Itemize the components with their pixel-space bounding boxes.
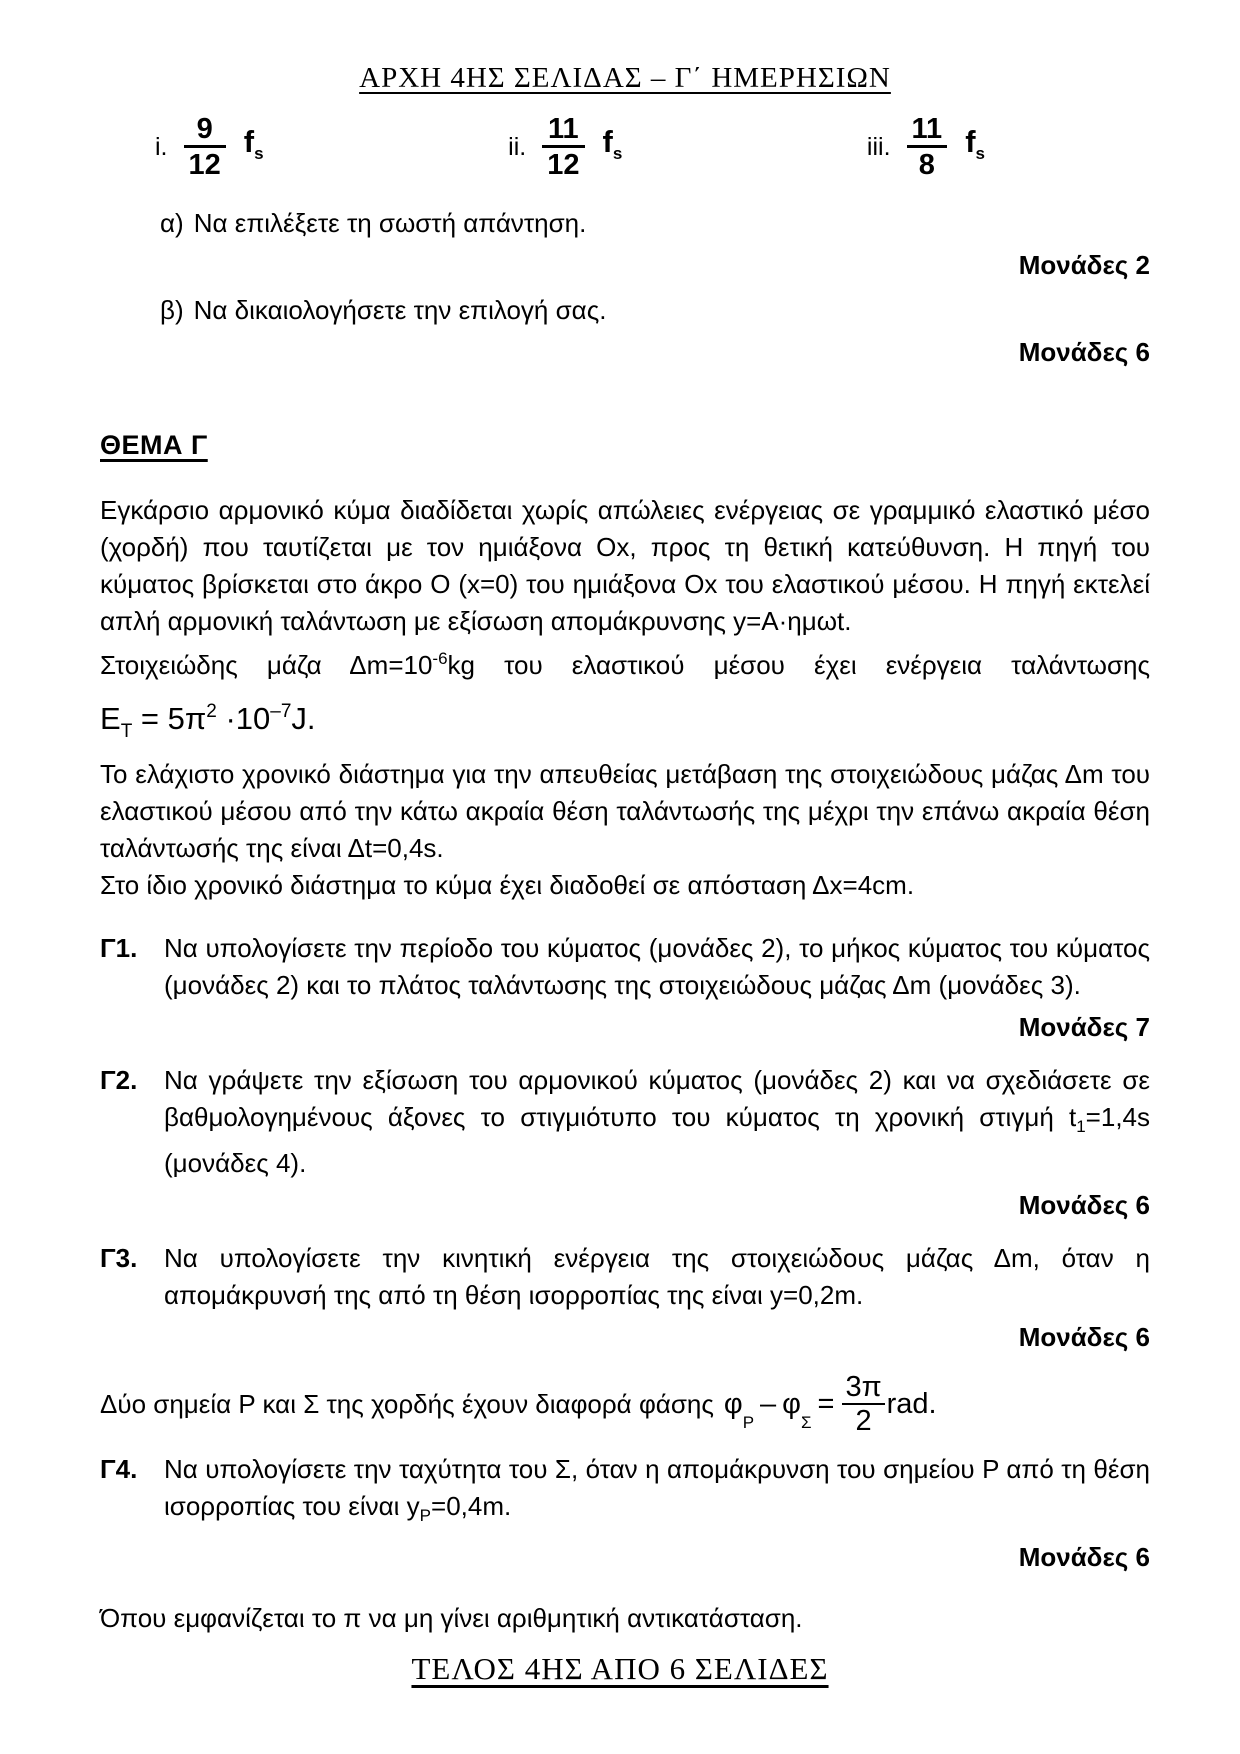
option-i xyxy=(155,113,264,181)
question-item-g3 xyxy=(100,1240,1150,1314)
option-label: iii. xyxy=(866,132,891,161)
fraction-numerator: 9 xyxy=(196,113,213,145)
theme-heading: ΘΕΜΑ Γ xyxy=(100,430,208,460)
question-text-part-2: =0,4m. xyxy=(431,1491,512,1521)
page-header: ΑΡΧΗ 4ΗΣ ΣΕΛΙΔΑΣ – Γ΄ ΗΜΕΡΗΣΙΩΝ xyxy=(359,62,891,94)
question-label: Γ4. xyxy=(100,1454,138,1484)
question-text xyxy=(164,1451,1150,1534)
fraction xyxy=(907,113,948,181)
phi-2: φ xyxy=(782,1388,801,1420)
points-g1: Μονάδες 7 xyxy=(1018,1012,1150,1042)
phase-unit: rad. xyxy=(886,1388,937,1420)
option-label: i. xyxy=(155,132,168,161)
frequency-symbol-subscript: s xyxy=(612,143,623,163)
option-label: ii. xyxy=(508,132,527,161)
minus-sign: – xyxy=(760,1388,777,1420)
points-g4: Μονάδες 6 xyxy=(1018,1542,1150,1572)
frequency-symbol: $f_s$ xyxy=(965,123,985,163)
fraction xyxy=(184,113,226,181)
question-text-part-1: Να γράψετε την εξίσωση του αρμονικού κύματος (μονάδες 2) και να σχεδιάσετε σε βαθμολογημένους άξονες το στιγμιότυπο του κύματος τη χρονική στιγμή t xyxy=(164,1065,1150,1132)
fraction-denominator: 8 xyxy=(907,145,948,181)
question-text: Να υπολογίσετε την περίοδο του κύματος (μονάδες 2), το μήκος κύματος του κύματος (μονάδες 2) και το πλάτος ταλάντωσης της στοιχειώδους μάζας Δm (μονάδες 3). xyxy=(164,933,1150,1000)
subquestion-b-text: Να δικαιολογήσετε την επιλογή σας. xyxy=(193,295,607,325)
distance-line: Στο ίδιο χρονικό διάστημα το κύμα έχει διαδοθεί σε απόσταση Δx=4cm. xyxy=(100,870,915,900)
answer-options-row xyxy=(100,97,1150,181)
frequency-symbol: $f_s$ xyxy=(243,123,264,163)
question-label: Γ3. xyxy=(100,1243,138,1273)
mass-line-text-1: Στοιχειώδης μάζα Δm=10 xyxy=(100,650,433,680)
phi-2-subscript: Σ xyxy=(800,1413,812,1432)
phase-difference-line xyxy=(100,1372,1150,1437)
fraction-denominator: 12 xyxy=(184,145,226,181)
pi-note: Όπου εμφανίζεται το π να μη γίνει αριθμητική αντικατάσταση. xyxy=(100,1603,803,1633)
question-text-part-1: Να υπολογίσετε την ταχύτητα του Σ, όταν η απομάκρυνση του σημείου Ρ από τη θέση ισορροπίας του είναι y xyxy=(164,1454,1150,1521)
fraction-denominator: 12 xyxy=(542,145,584,181)
time-paragraph: Το ελάχιστο χρονικό διάστημα για την απευθείας μετάβαση της στοιχειώδους μάζας Δm του ελαστικού μέσου από την κάτω ακραία θέση ταλάντωσής της μέχρι την επάνω ακραία θέση ταλάντωσής της είναι Δt=0,4s. xyxy=(100,759,1150,863)
equation-exponent-1: 2 xyxy=(206,701,217,722)
phase-fraction xyxy=(842,1372,884,1437)
points-g3: Μονάδες 6 xyxy=(1018,1322,1150,1352)
subscript: 1 xyxy=(1076,1117,1086,1136)
subquestion-a-label: α) xyxy=(160,208,184,238)
phase-formula xyxy=(724,1372,937,1437)
phase-fraction-numerator: 3π xyxy=(845,1371,882,1403)
frequency-symbol: $f_s$ xyxy=(602,123,623,163)
points-g2: Μονάδες 6 xyxy=(1018,1190,1150,1220)
subquestion-a xyxy=(160,205,1150,242)
fraction-numerator: 11 xyxy=(548,113,579,145)
equation-unit: J. xyxy=(291,701,316,736)
question-label: Γ1. xyxy=(100,933,138,963)
frequency-symbol-subscript: s xyxy=(975,143,985,163)
question-item-g2 xyxy=(100,1062,1150,1182)
phase-line-text: Δύο σημεία Ρ και Σ της χορδής έχουν διαφορά φάσης xyxy=(100,1389,714,1419)
equation-body-1: = 5π xyxy=(132,701,207,736)
equals-sign: = xyxy=(817,1388,835,1420)
question-item-g4 xyxy=(100,1451,1150,1534)
subquestion-b-label: β) xyxy=(160,295,184,325)
subscript: Ρ xyxy=(419,1506,432,1525)
fraction-numerator: 11 xyxy=(911,113,943,145)
option-ii xyxy=(508,113,622,181)
page-footer: ΤΕΛΟΣ 4ΗΣ ΑΠΟ 6 ΣΕΛΙΔΕΣ xyxy=(411,1651,829,1686)
equation-body-2: ·10 xyxy=(216,701,271,736)
question-item-g1 xyxy=(100,930,1150,1004)
subquestion-a-text: Να επιλέξετε τη σωστή απάντηση. xyxy=(193,208,587,238)
equation-symbol-subscript: Τ xyxy=(120,721,133,742)
question-text-part-2: =1,4s (μονάδες 4). xyxy=(164,1102,1150,1178)
equation-exponent-2: –7 xyxy=(270,701,292,722)
phi-1: φ xyxy=(723,1388,743,1420)
exponent: -6 xyxy=(432,649,448,668)
equation-symbol: E xyxy=(100,701,121,736)
points-b: Μονάδες 6 xyxy=(1018,337,1150,367)
points-a: Μονάδες 2 xyxy=(1018,250,1150,280)
question-text xyxy=(164,1062,1150,1182)
option-iii xyxy=(867,113,985,181)
subquestion-b xyxy=(160,292,1150,329)
question-text: Να υπολογίσετε την κινητική ενέργεια της στοιχειώδους μάζας Δm, όταν η απομάκρυνσή της από τη θέση ισορροπίας της είναι y=0,2m. xyxy=(164,1243,1150,1310)
phase-fraction-denominator: 2 xyxy=(842,1403,884,1437)
mass-line xyxy=(100,640,1150,684)
energy-equation xyxy=(100,693,1150,750)
question-label: Γ2. xyxy=(100,1065,138,1095)
frequency-symbol-subscript: s xyxy=(254,143,264,163)
mass-line-text-2: kg του ελαστικού μέσου έχει ενέργεια ταλάντωσης xyxy=(447,650,1150,680)
phi-1-subscript: Ρ xyxy=(742,1413,755,1432)
theme-intro-paragraph: Εγκάρσιο αρμονικό κύμα διαδίδεται χωρίς απώλειες ενέργειας σε γραμμικό ελαστικό μέσο (χορδή) που ταυτίζεται με τον ημιάξονα Οx, προς τη θετική κατεύθυνση. Η πηγή του κύματος βρίσκεται στο άκρο Ο (x=0) του ημιάξονα Οx του ελαστικού μέσου. Η πηγή εκτελεί απλή αρμονική ταλάντωση με εξίσωση απομάκρυνσης y=A·ημωt. xyxy=(100,495,1150,636)
fraction xyxy=(542,113,584,181)
